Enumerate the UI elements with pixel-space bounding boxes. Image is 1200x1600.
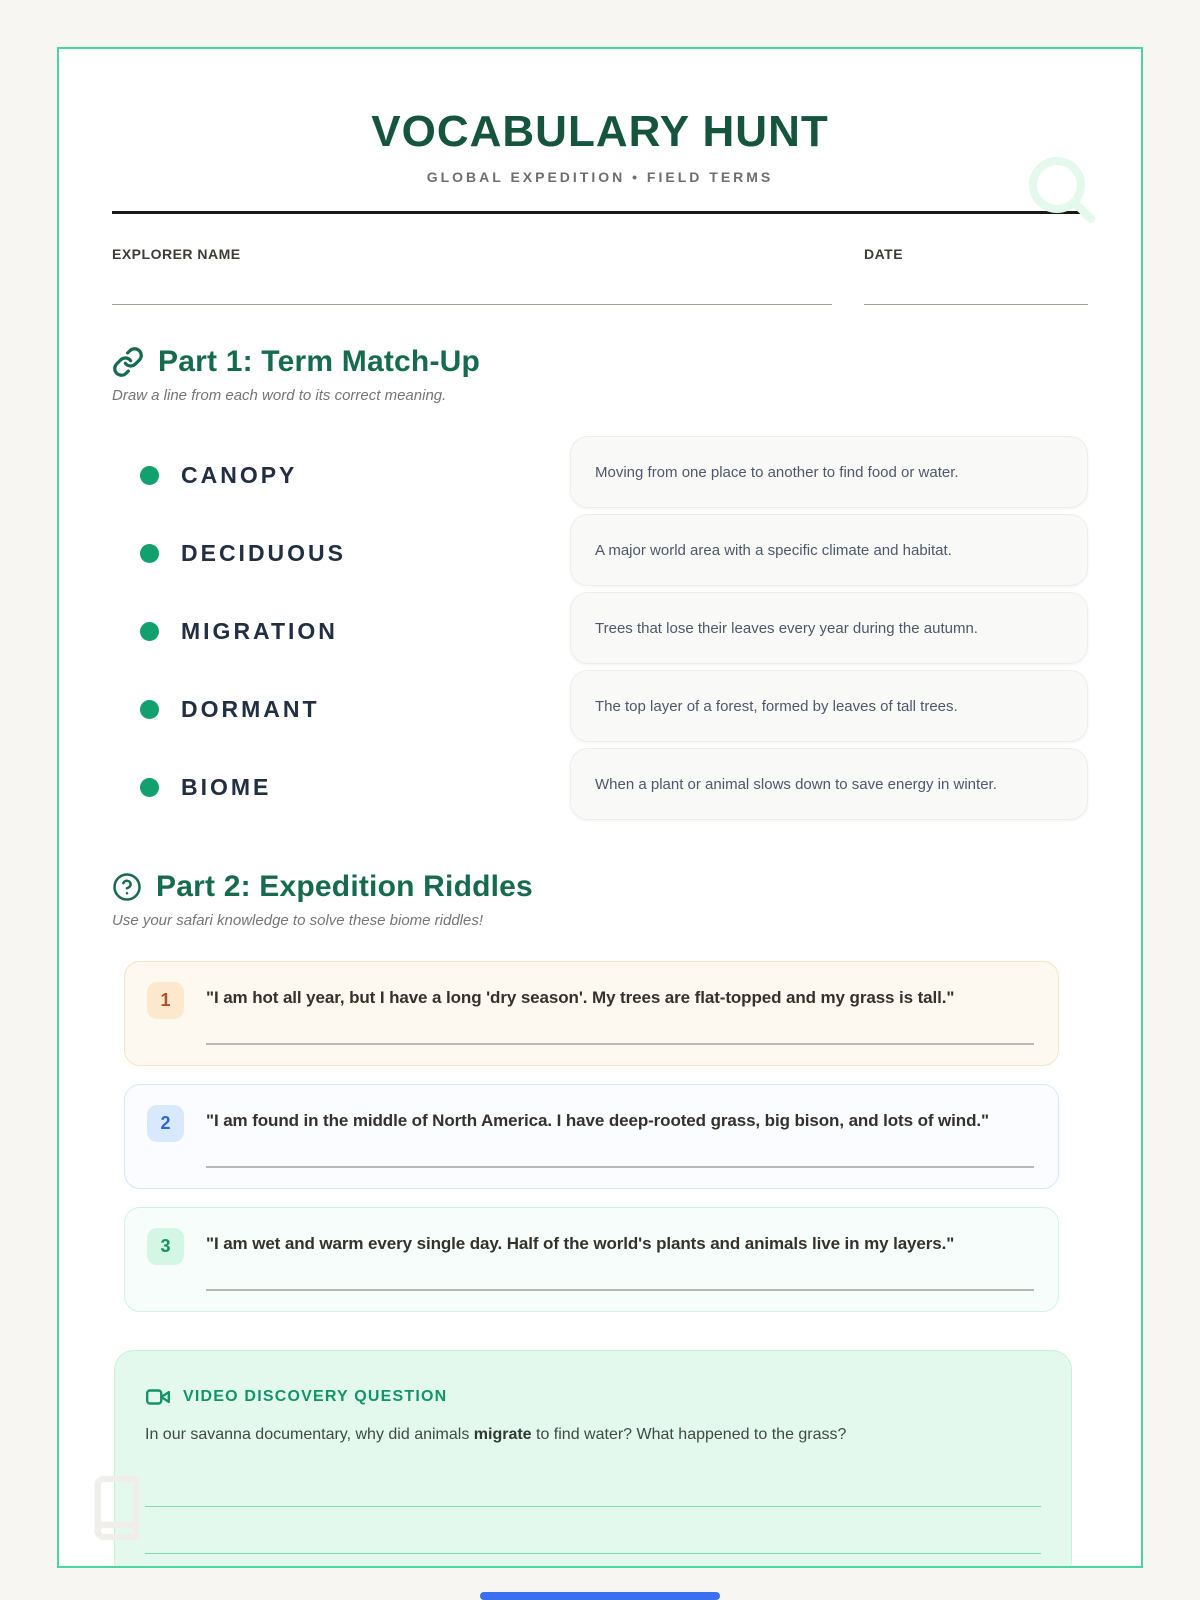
part2-heading: Part 2: Expedition Riddles (156, 870, 533, 903)
explorer-name-line[interactable] (112, 304, 832, 305)
video-question-text: In our savanna documentary, why did animals migrate to find water? What happened to the grass? (145, 1426, 847, 1443)
term-dot-icon (140, 466, 159, 485)
term-label: BIOME (181, 773, 272, 800)
term-item-dormant[interactable] (140, 670, 570, 748)
definition-card[interactable] (570, 436, 1088, 508)
term-label: DORMANT (181, 695, 320, 722)
riddle-text: "I am hot all year, but I have a long 'dry season'. My trees are flat-topped and my grass is tall." (206, 988, 955, 1007)
term-dot-icon (140, 700, 159, 719)
riddle-answer-line[interactable] (206, 1289, 1034, 1291)
riddle-number-badge: 3 (147, 1228, 184, 1265)
definition-card[interactable] (570, 748, 1088, 820)
term-item-canopy[interactable] (140, 436, 570, 514)
term-label: DECIDUOUS (181, 539, 347, 566)
riddle-answer-line[interactable] (206, 1166, 1034, 1168)
part1-heading: Part 1: Term Match-Up (158, 345, 481, 378)
date-line[interactable] (864, 304, 1088, 305)
book-watermark-icon (88, 1474, 146, 1542)
help-circle-icon (112, 872, 142, 902)
header-divider (112, 211, 1088, 214)
date-label: DATE (864, 246, 904, 262)
riddle-card-1 (124, 961, 1059, 1066)
definition-card[interactable] (570, 670, 1088, 742)
page-title: VOCABULARY HUNT (371, 107, 829, 156)
part2-section (112, 870, 1088, 1312)
term-dot-icon (140, 778, 159, 797)
video-answer-line[interactable] (145, 1506, 1041, 1507)
part2-instructions: Use your safari knowledge to solve these biome riddles! (112, 912, 484, 929)
term-dot-icon (140, 622, 159, 641)
bottom-blue-bar (480, 1592, 720, 1600)
riddle-number-badge: 1 (147, 982, 184, 1019)
search-watermark-icon (1017, 153, 1103, 229)
definition-text: A major world area with a specific climate and habitat. (595, 541, 952, 559)
riddle-answer-line[interactable] (206, 1043, 1034, 1045)
video-camera-icon (145, 1384, 171, 1410)
definition-text: The top layer of a forest, formed by leaves of tall trees. (595, 697, 958, 715)
term-item-deciduous[interactable] (140, 514, 570, 592)
page-subtitle: GLOBAL EXPEDITION • FIELD TERMS (426, 169, 774, 185)
term-dot-icon (140, 544, 159, 563)
link-icon (112, 346, 144, 378)
video-question-panel (114, 1350, 1072, 1568)
match-up-area (112, 436, 1088, 826)
term-label: MIGRATION (181, 617, 338, 644)
video-question-heading: VIDEO DISCOVERY QUESTION (183, 1388, 448, 1405)
definition-text: Moving from one place to another to find food or water. (595, 463, 959, 481)
riddle-number-badge: 2 (147, 1105, 184, 1142)
worksheet-card (57, 47, 1143, 1568)
term-item-biome[interactable] (140, 748, 570, 826)
riddle-text: "I am wet and warm every single day. Half of the world's plants and animals live in my layers." (206, 1234, 955, 1253)
definition-text: When a plant or animal slows down to save energy in winter. (595, 775, 997, 793)
term-label: CANOPY (181, 461, 298, 488)
video-answer-line[interactable] (145, 1553, 1041, 1554)
part1-instructions: Draw a line from each word to its correct meaning. (112, 387, 447, 404)
definition-text: Trees that lose their leaves every year during the autumn. (595, 619, 978, 637)
part1-section (112, 345, 1088, 826)
definition-card[interactable] (570, 592, 1088, 664)
riddle-text: "I am found in the middle of North America. I have deep-rooted grass, big bison, and lots of wind." (206, 1111, 989, 1130)
term-item-migration[interactable] (140, 592, 570, 670)
name-date-row (112, 246, 1088, 305)
definition-card[interactable] (570, 514, 1088, 586)
explorer-name-label: EXPLORER NAME (112, 246, 241, 262)
riddle-card-3 (124, 1207, 1059, 1312)
riddle-card-2 (124, 1084, 1059, 1189)
